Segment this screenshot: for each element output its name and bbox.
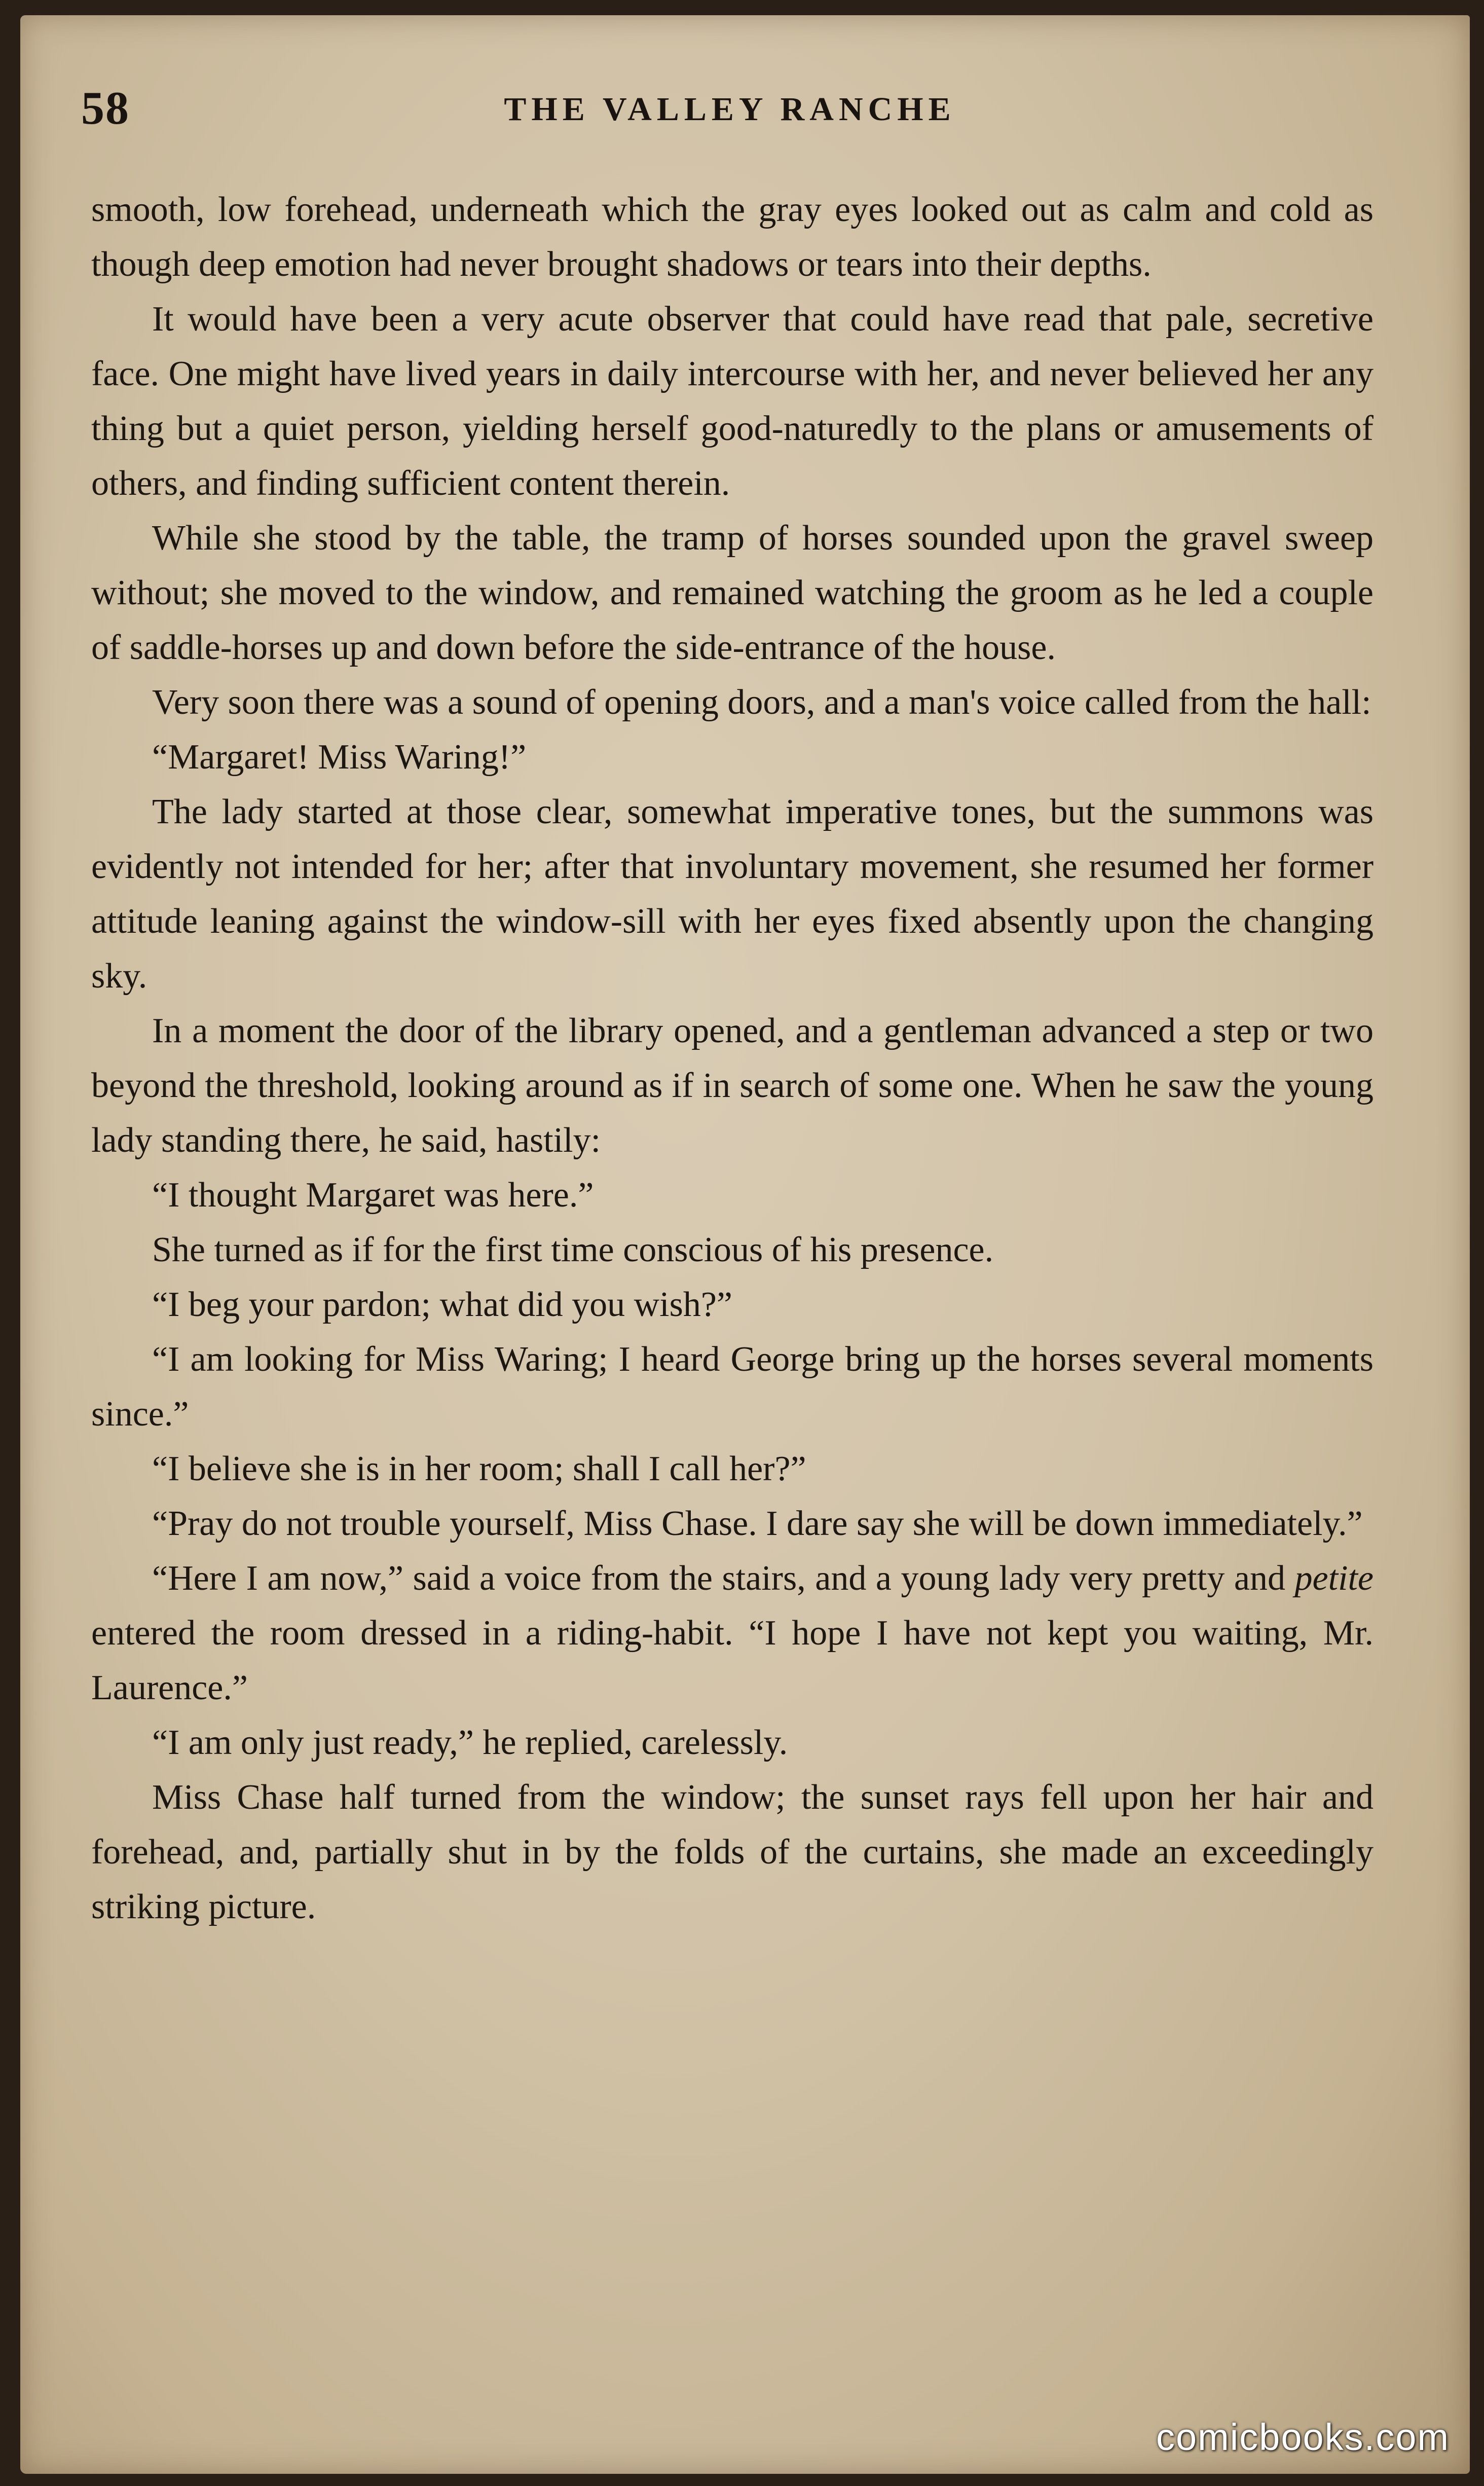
paragraph: Very soon there was a sound of opening doors, and a man's voice called from the hall: [152,683,1371,722]
paragraph: “Here I am now,” said a voice from the stairs, and a young lady very pretty and petite entered the room dressed in a riding-habit. “I hope I have not kept you waiting, Mr. Laurence.” [91,1559,1374,1707]
paragraph: “I am looking for Miss Waring; I heard George bring up the horses several moments since.” [91,1340,1374,1434]
paragraph: While she stood by the table, the tramp of horses sounded upon the gravel sweep without; she moved to the window, and remained watching the groom as he led a couple of saddle-horses up and down before the side-entrance of the house. [91,519,1374,667]
page-number: 58 [81,82,130,134]
body-text [91,182,1374,1934]
paragraph: “I beg your pardon; what did you wish?” [152,1285,732,1324]
paragraph: “Pray do not trouble yourself, Miss Chase. I dare say she will be down immediately.” [152,1504,1363,1543]
book-page [20,15,1470,2474]
paragraph: In a moment the door of the library opened, and a gentleman advanced a step or two beyond the threshold, looking around as if in search of some one. When he saw the young lady standing there, he said, hastily: [91,1011,1374,1160]
running-head [81,81,1379,137]
paragraph: “I am only just ready,” he replied, carelessly. [152,1723,788,1762]
paragraph: “I thought Margaret was here.” [152,1176,594,1215]
paragraph: “I believe she is in her room; shall I call her?” [152,1449,806,1488]
paragraph: “Margaret! Miss Waring!” [152,738,527,777]
paragraph: Miss Chase half turned from the window; the sunset rays fell upon her hair and forehead, and, partially shut in by the folds of the curtains, she made an exceedingly striking picture. [91,1778,1374,1926]
paragraph: She turned as if for the first time conscious of his presence. [152,1230,994,1269]
paragraph: It would have been a very acute observer that could have read that pale, secretive face. One might have lived years in daily intercourse with her, and never believed her any thing but a quiet person, yielding herself good-naturedly to the plans or amusements of others, and finding sufficient content therein. [91,300,1374,503]
paragraph: The lady started at those clear, somewhat imperative tones, but the summons was evidently not intended for her; after that involuntary movement, she resumed her former attitude leaning against the window-sill with her eyes fixed absently upon the changing sky. [91,792,1374,996]
running-title: THE VALLEY RANCHE [504,91,956,128]
watermark: comicbooks.com [1156,2416,1450,2458]
paragraph: smooth, low forehead, underneath which the gray eyes looked out as calm and cold as though deep emotion had never brought shadows or tears into their depths. [91,190,1374,284]
